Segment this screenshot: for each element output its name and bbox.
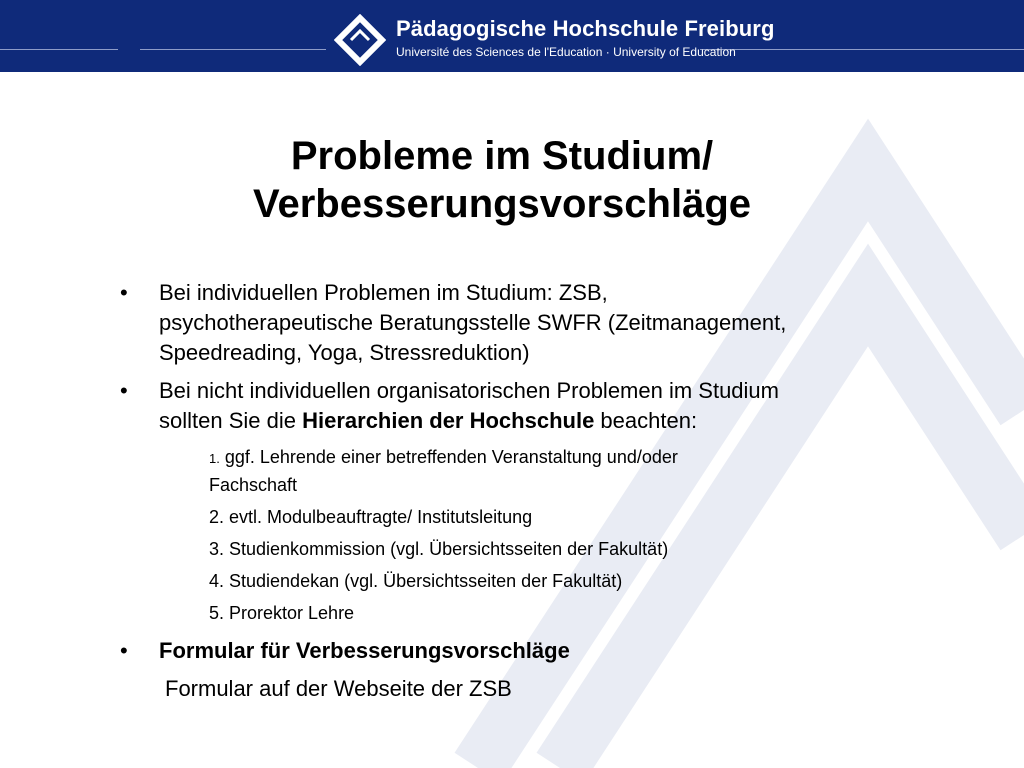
bullet-formular: Formular für Verbesserungsvorschläge: [159, 638, 570, 663]
bullet-emphasis: Hierarchien der Hochschule: [302, 408, 595, 433]
header-bar: [0, 0, 1024, 72]
hierarchy-number: 1.: [209, 451, 220, 466]
bullet-line: Bei nicht individuellen organisatorischen Problemen im Studium: [159, 378, 779, 403]
hierarchy-item-2: 2. evtl. Modulbeauftragte/ Institutsleitung: [209, 507, 533, 527]
slide-title-line2: Verbesserungsvorschläge: [252, 182, 752, 226]
hierarchy-item-1: [209, 444, 849, 498]
bullet-text: beachten:: [594, 408, 698, 433]
bullet-individual-problems: [159, 278, 939, 368]
institution-name: Pädagogische Hochschule Freiburg: [396, 16, 775, 41]
bullet-organisational-problems: [159, 376, 939, 436]
header-rule-right: [700, 49, 1024, 50]
bullet-text: sollten Sie die: [159, 408, 303, 433]
hierarchy-item-3: 3. Studienkommission (vgl. Übersichtsseiten der Fakultät): [209, 539, 669, 559]
header-rule-left: [0, 49, 118, 50]
institution-subtitle: Université des Sciences de l'Education · University of Education: [396, 45, 736, 59]
bullet-marker: •: [120, 378, 128, 403]
diamond-logo-icon: [334, 14, 386, 66]
hierarchy-line: Fachschaft: [209, 475, 298, 495]
header-rule-mid: [140, 49, 326, 50]
hierarchy-line: [209, 444, 849, 472]
bullet-line: [159, 406, 939, 436]
hierarchy-item-5: 5. Prorektor Lehre: [209, 603, 355, 623]
slide-title: [100, 132, 904, 228]
slide-title-line1: Probleme im Studium/: [290, 134, 714, 178]
bullet-marker: •: [120, 638, 128, 663]
hierarchy-text: ggf. Lehrende einer betreffenden Veranstaltung und/oder: [219, 447, 678, 467]
bullet-marker: •: [120, 280, 128, 305]
bullet-line: Speedreading, Yoga, Stressreduktion): [159, 340, 530, 365]
bullet-line: psychotherapeutische Beratungsstelle SWFR (Zeitmanagement,: [159, 310, 787, 335]
formular-note: Formular auf der Webseite der ZSB: [165, 676, 512, 701]
bullet-line: Bei individuellen Problemen im Studium: ZSB,: [159, 280, 608, 305]
hierarchy-item-4: 4. Studiendekan (vgl. Übersichtsseiten der Fakultät): [209, 571, 623, 591]
